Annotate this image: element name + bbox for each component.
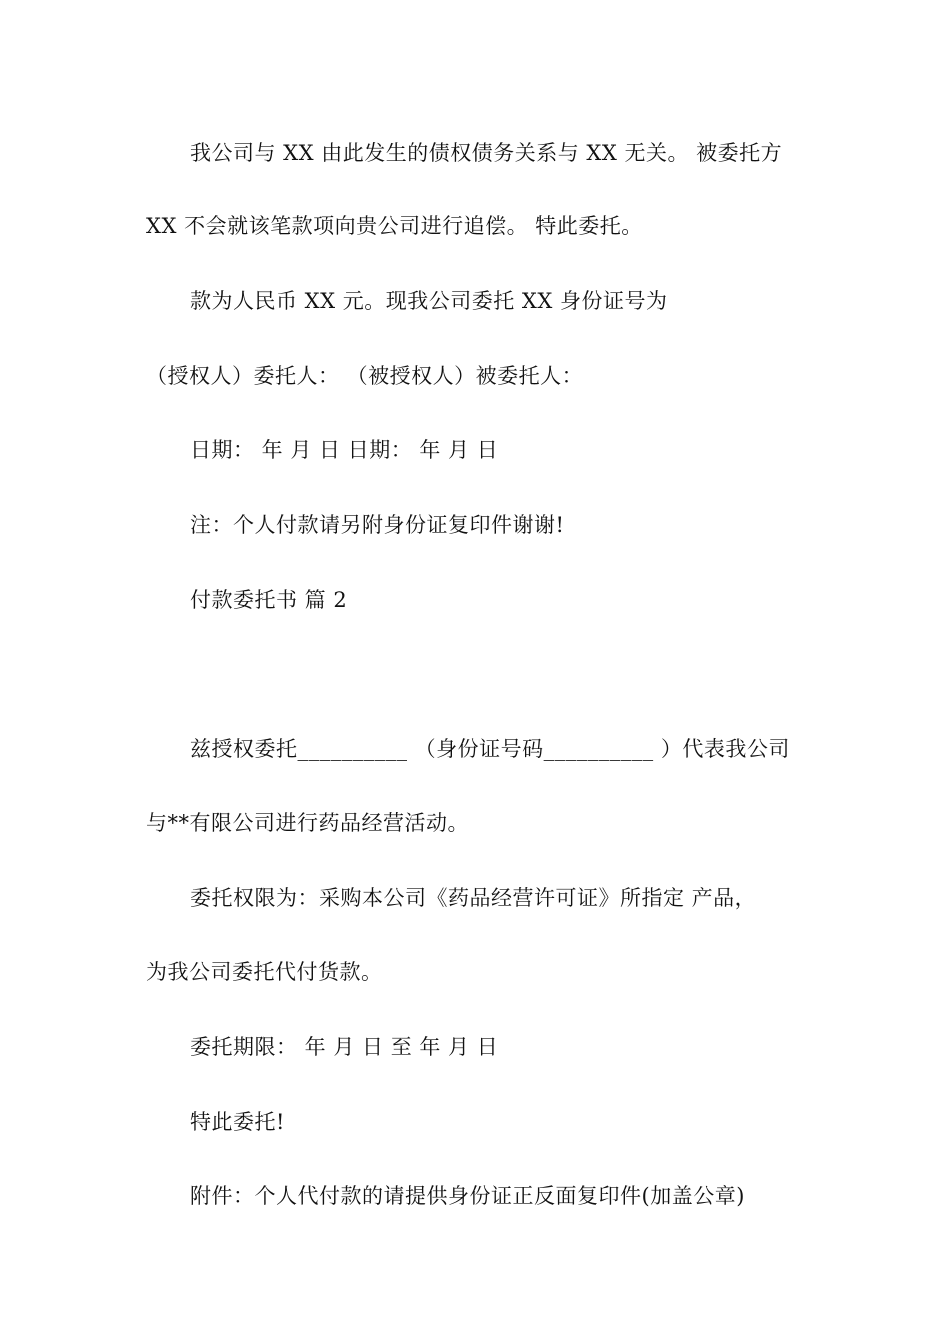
text-line: 与**有限公司进行药品经营活动。 — [146, 811, 469, 835]
text-line: 日期： 年 月 日 日期： 年 月 日 — [190, 438, 499, 462]
text-line: （授权人）委托人： （被授权人）被委托人： — [146, 364, 584, 388]
text-line: 为我公司委托代付货款。 — [146, 960, 383, 984]
text-line: 委托期限： 年 月 日 至 年 月 日 — [190, 1035, 499, 1059]
text-line: 我公司与 XX 由此发生的债权债务关系与 XX 无关。 被委托方 — [190, 141, 783, 165]
text-line: 注：个人付款请另附身份证复印件谢谢! — [190, 513, 565, 537]
text-line: XX 不会就该笔款项向贵公司进行追偿。 特此委托。 — [146, 214, 643, 238]
text-line: 委托权限为：采购本公司《药品经营许可证》所指定 产品， — [190, 886, 757, 910]
text-line: 特此委托! — [190, 1110, 285, 1134]
section-heading: 付款委托书 篇 2 — [190, 588, 348, 612]
text-line: 款为人民币 XX 元。现我公司委托 XX 身份证号为 — [190, 289, 668, 313]
text-line: 附件：个人代付款的请提供身份证正反面复印件(加盖公章) — [190, 1184, 745, 1208]
text-line: 兹授权委托__________ （身份证号码__________ ）代表我公司 — [190, 737, 790, 761]
